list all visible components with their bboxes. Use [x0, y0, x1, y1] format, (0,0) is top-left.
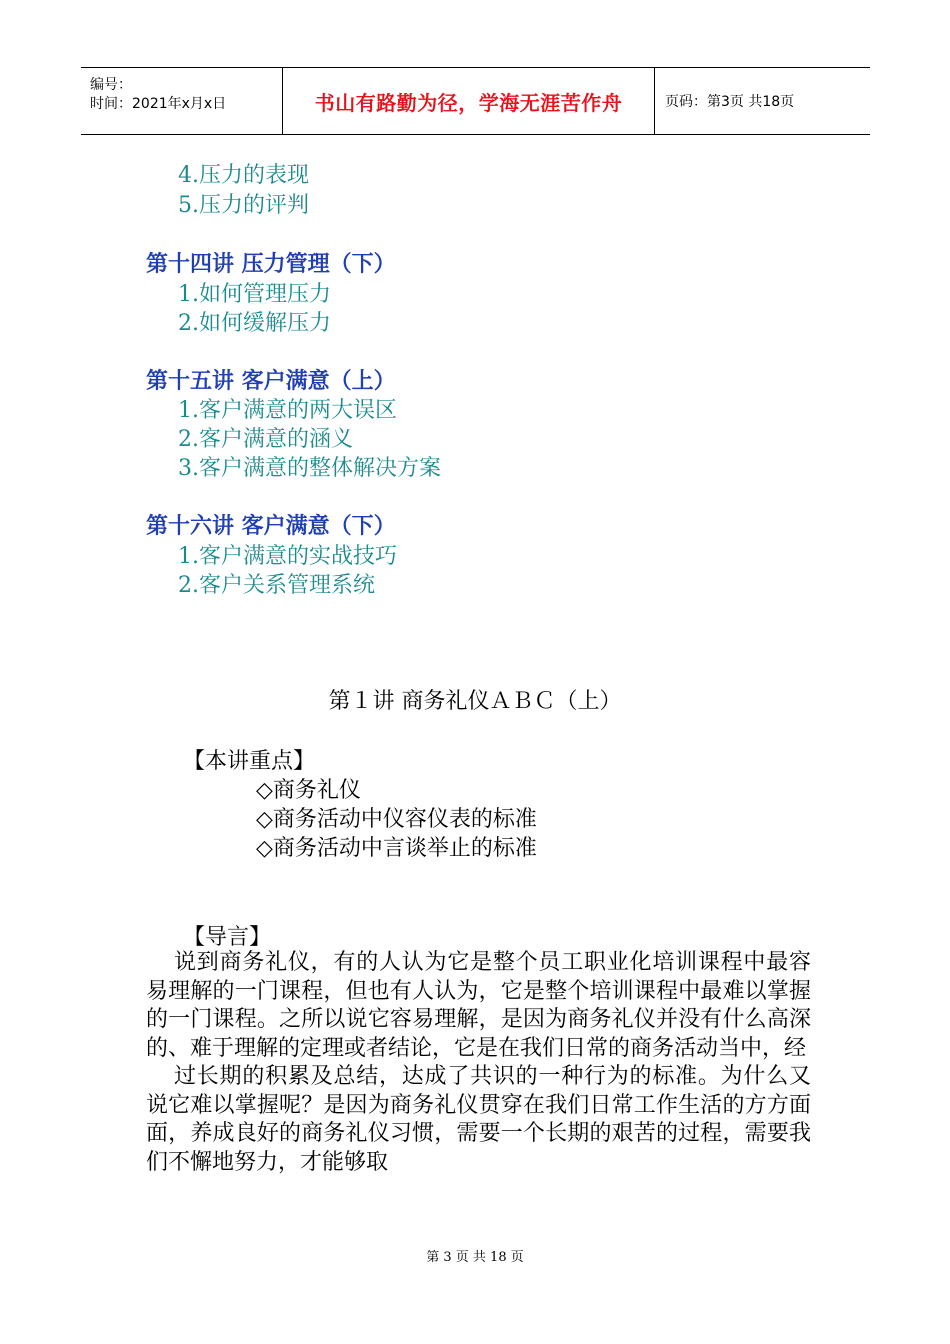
- intro-body: [146, 949, 811, 1177]
- toc-item: 5.压力的评判: [178, 193, 309, 218]
- key-point-item: ◇商务礼仪: [256, 778, 361, 803]
- key-point-item: ◇商务活动中言谈举止的标准: [256, 836, 537, 861]
- page-header: [81, 67, 870, 135]
- toc-item: 1.客户满意的两大误区: [178, 398, 397, 423]
- key-points-heading: 【本讲重点】: [183, 749, 316, 774]
- lecture-heading: 第十六讲 客户满意（下）: [146, 513, 396, 539]
- motto: 书山有路勤为径，学海无涯苦作舟: [314, 90, 623, 115]
- intro-paragraph: 说到商务礼仪，有的人认为它是整个员工职业化培训课程中最容易理解的一门课程，但也有人认为，它是整个培训课程中最难以掌握的一门课程。之所以说它容易理解，是因为商务礼仪并没有什么高深的、难于理解的定理或者结论，它是在我们日常的商务活动当中，经: [146, 950, 811, 1061]
- lecture-heading: 第十五讲 客户满意（上）: [146, 368, 396, 394]
- page-footer: 第 3 页 共 18 页: [426, 1250, 524, 1265]
- header-left-cell: [81, 68, 283, 134]
- date-label: 时间：2021年x月x日: [90, 96, 227, 112]
- header-page-info: 页码：第3页 共18页: [665, 94, 795, 110]
- intro-heading: 【导言】: [183, 925, 272, 950]
- lesson-title: 第１讲 商务礼仪ＡＢＣ（上）: [328, 689, 622, 714]
- toc-item: 1.如何管理压力: [178, 282, 331, 307]
- number-label: 编号：: [90, 77, 132, 93]
- toc-item: 1.客户满意的实战技巧: [178, 544, 397, 569]
- toc-item: 2.客户满意的涵义: [178, 427, 353, 452]
- toc-item: 2.客户关系管理系统: [178, 573, 375, 598]
- toc-item: 3.客户满意的整体解决方案: [178, 456, 441, 481]
- header-middle-cell: [283, 68, 655, 134]
- lecture-heading: 第十四讲 压力管理（下）: [146, 251, 396, 277]
- toc-item: 2.如何缓解压力: [178, 311, 331, 336]
- header-right-cell: [655, 68, 870, 134]
- intro-paragraph: 过长期的积累及总结，达成了共识的一种行为的标准。为什么又说它难以掌握呢？是因为商务礼仪贯穿在我们日常工作生活的方方面面，养成良好的商务礼仪习惯，需要一个长期的艰苦的过程，需要我们不懈地努力，才能够取: [146, 1064, 811, 1175]
- toc-item: 4.压力的表现: [178, 163, 309, 188]
- key-point-item: ◇商务活动中仪容仪表的标准: [256, 807, 537, 832]
